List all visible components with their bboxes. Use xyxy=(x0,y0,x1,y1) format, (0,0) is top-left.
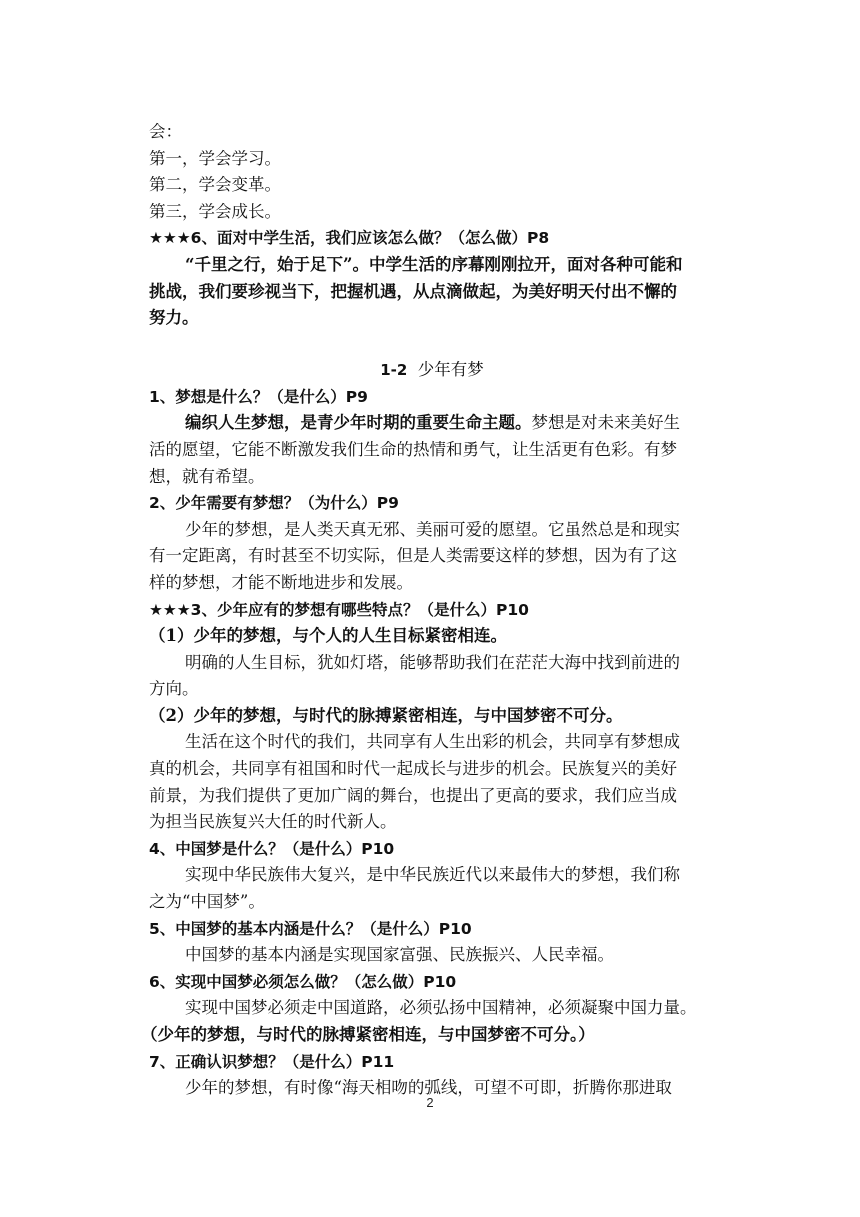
section-title xyxy=(149,356,715,384)
answer-paragraph xyxy=(149,252,715,332)
page-content xyxy=(141,119,715,1102)
text-line: 之为“中国梦”。 xyxy=(149,892,265,912)
text-fragment: 梦想是对未来美好生 xyxy=(531,413,680,433)
text-line: 中国梦的基本内涵是实现国家富强、民族振兴、人民幸福。 xyxy=(185,945,614,965)
text-line: 想，就有希望。 xyxy=(149,466,265,486)
question-heading: 6、实现中国梦必须怎么做？（怎么做）P10 xyxy=(149,972,457,991)
section-name: 少年有梦 xyxy=(417,359,484,379)
answer-paragraph xyxy=(149,517,715,597)
answer-paragraph xyxy=(149,410,715,490)
text-line: 第二，学会变革。 xyxy=(149,175,281,195)
question-heading: ★★★6、面对中学生活，我们应该怎么做？（怎么做）P8 xyxy=(149,229,550,248)
text-line: 样的梦想，才能不断地进步和发展。 xyxy=(149,572,413,592)
text-line: 实现中华民族伟大复兴，是中华民族近代以来最伟大的梦想，我们称 xyxy=(185,865,680,885)
note-line: （少年的梦想，与时代的脉搏紧密相连，与中国梦密不可分。） xyxy=(141,1025,595,1044)
answer-paragraph xyxy=(149,942,715,969)
section-number: 1-2 xyxy=(380,360,408,379)
question-heading: ★★★3、少年应有的梦想有哪些特点？（是什么）P10 xyxy=(149,600,529,619)
answer-paragraph xyxy=(149,995,715,1022)
answer-paragraph xyxy=(149,729,715,835)
text-line: 方向。 xyxy=(149,679,199,699)
sub-point-heading: （2）少年的梦想，与时代的脉搏紧密相连，与中国梦密不可分。 xyxy=(149,705,623,725)
question-heading: 1、梦想是什么？（是什么）P9 xyxy=(149,387,368,406)
text-line: 少年的梦想，是人类天真无邪、美丽可爱的愿望。它虽然总是和现实 xyxy=(185,519,680,539)
text-line: 为担当民族复兴大任的时代新人。 xyxy=(149,812,397,832)
text-line: 明确的人生目标，犹如灯塔，能够帮助我们在茫茫大海中找到前进的 xyxy=(185,652,680,672)
text-line: 真的机会，共同享有祖国和时代一起成长与进步的机会。民族复兴的美好 xyxy=(149,759,677,779)
emphasis-text: 编织人生梦想，是青少年时期的重要生命主题。 xyxy=(185,413,532,433)
question-heading: 7、正确认识梦想？（是什么）P11 xyxy=(149,1052,395,1071)
text-line: 活的愿望，它能不断激发我们生命的热情和勇气，让生活更有色彩。有梦 xyxy=(149,439,677,459)
text-line: 前景，为我们提供了更加广阔的舞台，也提出了更高的要求，我们应当成 xyxy=(149,785,677,805)
sub-point-heading: （1）少年的梦想，与个人的人生目标紧密相连。 xyxy=(149,626,507,646)
text-line: 第三，学会成长。 xyxy=(149,201,281,221)
question-heading: 4、中国梦是什么？（是什么）P10 xyxy=(149,839,395,858)
page-number: 2 xyxy=(426,1095,434,1110)
text-line: 会： xyxy=(149,122,182,141)
answer-paragraph xyxy=(149,650,715,703)
text-line: 有一定距离，有时甚至不切实际，但是人类需要这样的梦想，因为有了这 xyxy=(149,546,677,566)
question-heading: 2、少年需要有梦想？（为什么）P9 xyxy=(149,494,399,513)
text-line xyxy=(149,410,715,437)
text-line: 生活在这个时代的我们，共同享有人生出彩的机会，共同享有梦想成 xyxy=(185,732,680,752)
text-line: 第一，学会学习。 xyxy=(149,148,281,168)
text-line: 实现中国梦必须走中国道路，必须弘扬中国精神，必须凝聚中国力量。 xyxy=(185,998,697,1018)
text-line: 挑战，我们要珍视当下，把握机遇，从点滴做起，为美好明天付出不懈的 xyxy=(149,281,677,301)
question-heading: 5、中国梦的基本内涵是什么？（是什么）P10 xyxy=(149,919,472,938)
answer-paragraph xyxy=(149,862,715,915)
text-line: 努力。 xyxy=(149,308,199,328)
text-line: 少年的梦想，有时像“海天相吻的弧线，可望不可即，折腾你那进取 xyxy=(185,1078,672,1098)
text-line: “千里之行，始于足下”。中学生活的序幕刚刚拉开，面对各种可能和 xyxy=(185,254,683,274)
